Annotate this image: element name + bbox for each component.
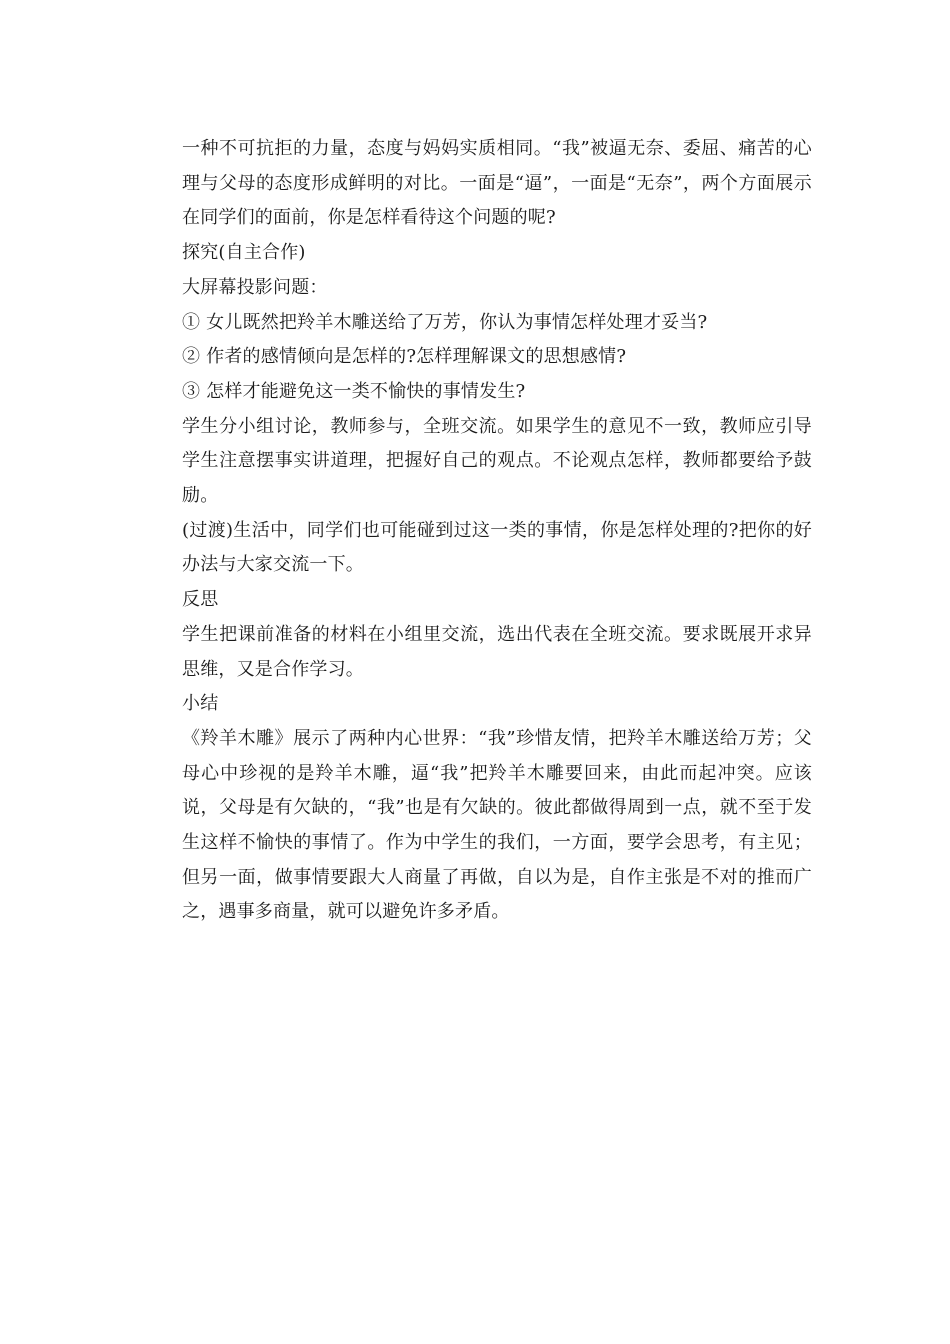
question-item-3: ③ 怎样才能避免这一类不愉快的事情发生? <box>182 380 526 402</box>
paragraph-projection-questions: 大屏幕投影问题： <box>182 276 328 298</box>
paragraph-summary: 《羚羊木雕》展示了两种内心世界：“我”珍惜友情，把羚羊木雕送给万芳；父母心中珍视的是羚羊木雕，逼“我”把羚羊木雕要回来，由此而起冲突。应该说，父母是有欠缺的，“我”也是有欠缺的。彼此都做得周到一点，就不至于发生这样不愉快的事情了。作为中学生的我们，一方面，要学会思考，有主见；但另一面，做事情要跟大人商量了再做，自以为是，自作主张是不对的推而广之，遇事多商量，就可以避免许多矛盾。 <box>182 727 812 923</box>
heading-reflection: 反思 <box>182 589 219 611</box>
paragraph-intro: 一种不可抗拒的力量，态度与妈妈实质相同。“我”被逼无奈、委屈、痛苦的心理与父母的态度形成鲜明的对比。一面是“逼”，一面是“无奈”，两个方面展示在同学们的面前，你是怎样看待这个问题的呢? <box>182 138 812 229</box>
question-item-2: ② 作者的感情倾向是怎样的?怎样理解课文的思想感情? <box>182 346 627 368</box>
paragraph-reflection: 学生把课前准备的材料在小组里交流，选出代表在全班交流。要求既展开求异思维，又是合作学习。 <box>182 623 812 680</box>
question-item-1: ① 女儿既然把羚羊木雕送给了万芳，你认为事情怎样处理才妥当? <box>182 311 708 333</box>
document-body <box>182 132 812 930</box>
heading-explore: 探究(自主合作) <box>182 242 306 264</box>
paragraph-transition: (过渡)生活中，同学们也可能碰到过这一类的事情，你是怎样处理的?把你的好办法与大家交流一下。 <box>182 519 812 576</box>
paragraph-group-discussion: 学生分小组讨论，教师参与，全班交流。如果学生的意见不一致，教师应引导学生注意摆事实讲道理，把握好自己的观点。不论观点怎样，教师都要给予鼓励。 <box>182 415 812 507</box>
heading-summary: 小结 <box>182 693 219 715</box>
